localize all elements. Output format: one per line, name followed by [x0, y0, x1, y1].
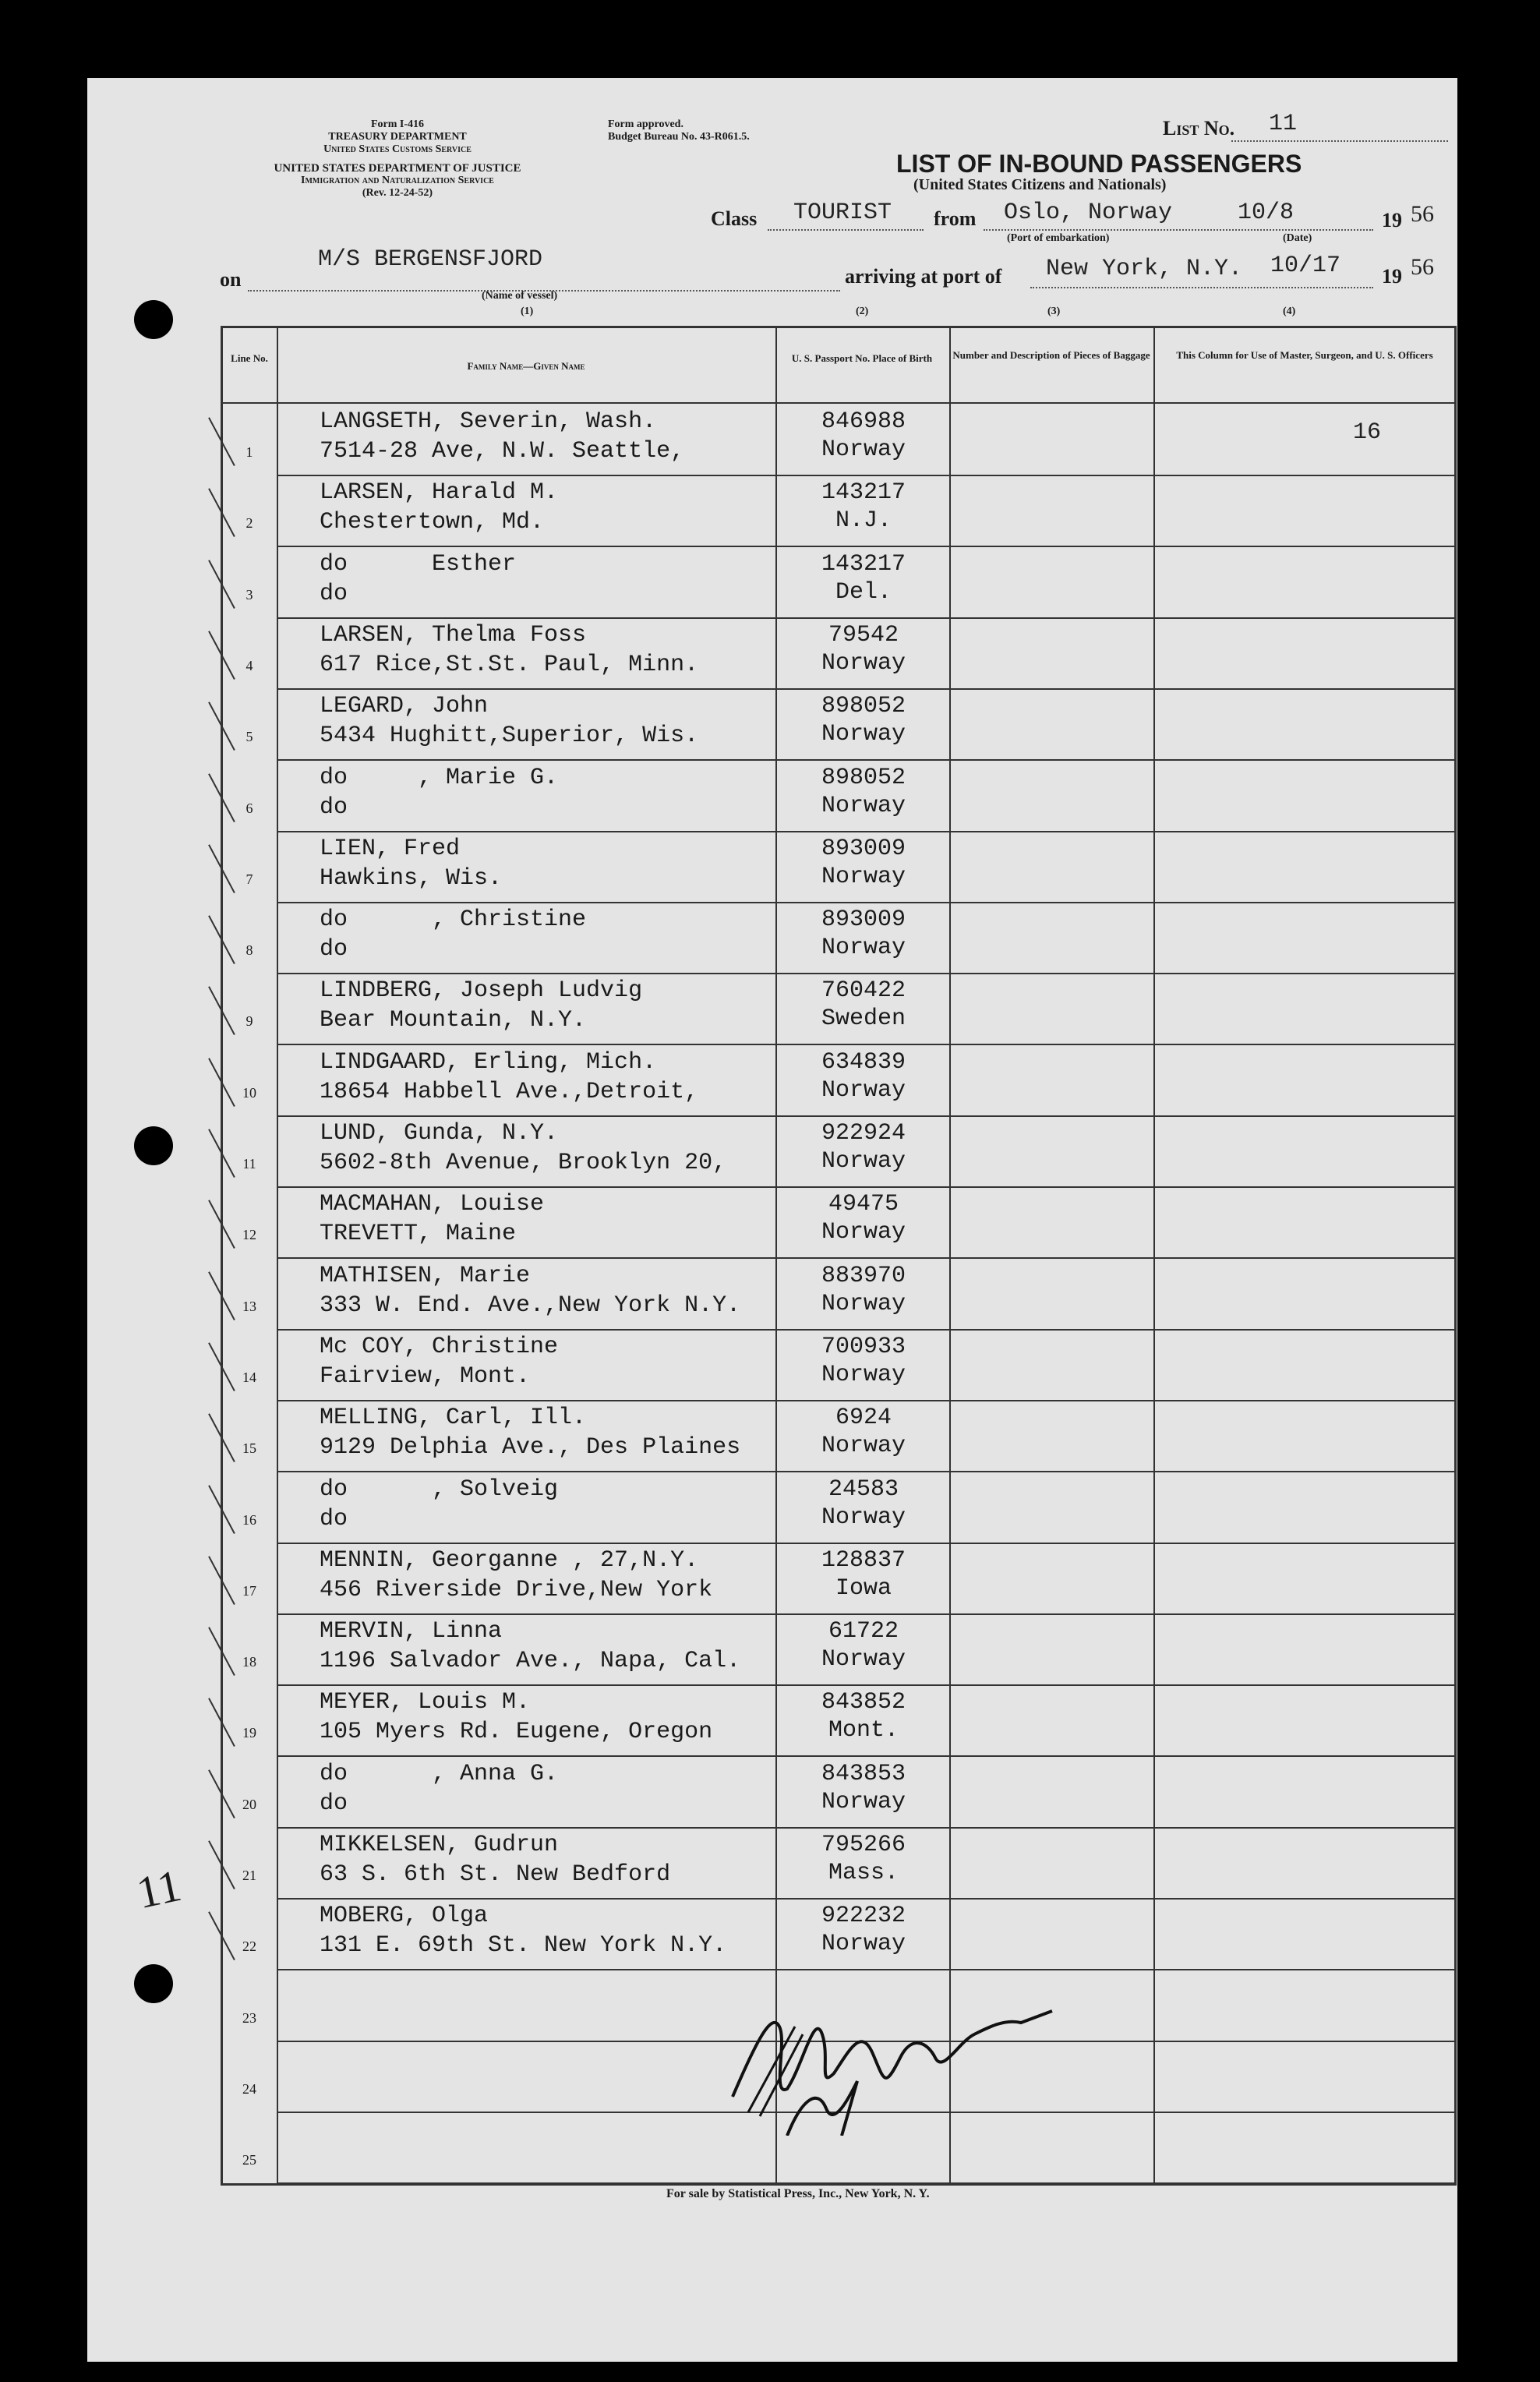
col-header-name: Family Name—Given Name: [467, 360, 585, 372]
passport-number: 893009: [821, 836, 906, 862]
passenger-address: 9129 Delphia Ave., Des Plaines: [320, 1434, 741, 1461]
line-number: 16: [242, 1512, 256, 1528]
row-divider: [277, 1186, 1456, 1188]
date-embarkation: 10/8: [1238, 200, 1295, 226]
passport-number: 61722: [828, 1618, 899, 1645]
passenger-address: do: [320, 1790, 348, 1817]
inspector-signature: [686, 1980, 1107, 2136]
punch-hole: [134, 1964, 173, 2003]
revision: (Rev. 12-24-52): [362, 187, 433, 199]
passenger-name: LEGARD, John: [320, 693, 489, 719]
passenger-address: 1196 Salvador Ave., Napa, Cal.: [320, 1648, 741, 1674]
passport-number: 49475: [828, 1191, 899, 1218]
place-of-birth: Iowa: [835, 1575, 892, 1602]
row-divider: [277, 1684, 1456, 1686]
passport-number: 760422: [821, 977, 906, 1004]
place-of-birth: N.J.: [835, 507, 892, 534]
row-divider: [277, 688, 1456, 690]
place-of-birth: Del.: [835, 579, 892, 606]
passenger-name: LINDBERG, Joseph Ludvig: [320, 977, 643, 1004]
punch-hole: [134, 1126, 173, 1165]
passenger-name: MATHISEN, Marie: [320, 1263, 531, 1289]
line-number: 23: [242, 2010, 256, 2026]
passenger-address: do: [320, 936, 348, 963]
class-value: TOURIST: [793, 200, 892, 226]
officer-mark: 16: [1353, 419, 1382, 446]
col-header-line: Line No.: [231, 352, 268, 364]
row-divider: [277, 759, 1456, 761]
passenger-address: TREVETT, Maine: [320, 1221, 517, 1247]
passenger-address: 456 Riverside Drive,New York: [320, 1577, 713, 1603]
line-number: 14: [242, 1369, 256, 1385]
passenger-address: 333 W. End. Ave.,New York N.Y.: [320, 1292, 741, 1319]
row-divider: [277, 1898, 1456, 1900]
line-number: 22: [242, 1938, 256, 1954]
col-header-baggage: Number and Description of Pieces of Baggage: [952, 349, 1150, 361]
passport-number: 128837: [821, 1547, 906, 1574]
passport-number: 634839: [821, 1049, 906, 1076]
place-of-birth: Mont.: [828, 1717, 899, 1744]
line-number: 21: [242, 1868, 256, 1883]
place-of-birth: Mass.: [828, 1860, 899, 1886]
line-number: 20: [242, 1797, 256, 1812]
place-of-birth: Norway: [821, 1362, 906, 1388]
passenger-name: MELLING, Carl, Ill.: [320, 1405, 587, 1431]
place-of-birth: Norway: [821, 650, 906, 677]
row-divider: [277, 1613, 1456, 1615]
vessel-caption: (Name of vessel): [482, 290, 558, 302]
year-arrival: 56: [1411, 254, 1434, 280]
place-of-birth: Sweden: [821, 1005, 906, 1032]
line-number: 24: [242, 2081, 256, 2097]
passenger-name: do , Marie G.: [320, 765, 559, 791]
passenger-address: do: [320, 581, 348, 607]
line-number: 12: [242, 1227, 256, 1242]
passenger-name: do , Solveig: [320, 1476, 559, 1503]
line-number: 8: [245, 942, 253, 958]
line-number: 5: [245, 729, 253, 744]
place-of-birth: Norway: [821, 864, 906, 890]
col-header-officers: This Column for Use of Master, Surgeon, and U. S. Officers: [1176, 349, 1433, 361]
row-divider: [277, 617, 1456, 619]
from-label: from: [934, 207, 977, 230]
passport-number: 143217: [821, 479, 906, 506]
row-divider: [277, 1827, 1456, 1829]
year-embarkation: 56: [1411, 201, 1434, 227]
passenger-name: LARSEN, Thelma Foss: [320, 622, 587, 649]
passenger-name: do , Anna G.: [320, 1761, 559, 1787]
passport-number: 898052: [821, 693, 906, 719]
year-prefix-arrival: 19: [1382, 265, 1402, 288]
vessel-name: M/S BERGENSFJORD: [318, 246, 543, 273]
line-number: 9: [245, 1013, 253, 1029]
passport-number: 922232: [821, 1903, 906, 1929]
passenger-address: 617 Rice,St.St. Paul, Minn.: [320, 652, 699, 678]
passport-number: 898052: [821, 765, 906, 791]
row-divider: [277, 1400, 1456, 1401]
place-of-birth: Norway: [821, 793, 906, 819]
margin-mark: 11: [132, 1859, 186, 1919]
passenger-address: Bear Mountain, N.Y.: [320, 1007, 587, 1034]
row-divider: [277, 475, 1456, 476]
passenger-address: 5602-8th Avenue, Brooklyn 20,: [320, 1150, 727, 1176]
passenger-name: LANGSETH, Severin, Wash.: [320, 408, 657, 435]
punch-hole: [134, 300, 173, 339]
place-of-birth: Norway: [821, 1789, 906, 1815]
passenger-name: Mc COY, Christine: [320, 1334, 559, 1360]
line-number: 7: [245, 871, 253, 887]
on-label: on: [220, 268, 242, 291]
place-of-birth: Norway: [821, 1291, 906, 1317]
passport-number: 24583: [828, 1476, 899, 1503]
line-number: 1: [245, 444, 253, 460]
line-number: 13: [242, 1299, 256, 1314]
row-divider: [277, 1257, 1456, 1259]
line-number: 6: [245, 800, 253, 816]
passenger-address: do: [320, 1506, 348, 1532]
line-number: 17: [242, 1583, 256, 1599]
passenger-name: MEYER, Louis M.: [320, 1689, 531, 1716]
class-label: Class: [711, 207, 758, 230]
printer-footer: For sale by Statistical Press, Inc., New York, N. Y.: [666, 2187, 930, 2200]
line-number: 15: [242, 1440, 256, 1456]
line-number: 19: [242, 1725, 256, 1741]
row-divider: [277, 902, 1456, 903]
row-divider: [277, 2182, 1456, 2184]
row-divider: [277, 546, 1456, 547]
line-number: 10: [242, 1085, 256, 1101]
passport-number: 700933: [821, 1334, 906, 1360]
ins-service: Immigration and Naturalization Service: [301, 175, 494, 186]
passport-number: 795266: [821, 1832, 906, 1858]
passenger-address: 5434 Hughitt,Superior, Wis.: [320, 723, 699, 749]
passenger-address: Fairview, Mont.: [320, 1363, 531, 1390]
passenger-name: MACMAHAN, Louise: [320, 1191, 545, 1218]
passenger-name: MIKKELSEN, Gudrun: [320, 1832, 559, 1858]
treasury-dept: TREASURY DEPARTMENT: [328, 131, 467, 143]
port-embark-caption: (Port of embarkation): [1007, 232, 1110, 244]
row-divider: [277, 1115, 1456, 1117]
passenger-name: do , Christine: [320, 907, 587, 933]
passenger-name: LARSEN, Harald M.: [320, 479, 559, 506]
col-index-3: (3): [1047, 306, 1061, 317]
passport-number: 893009: [821, 907, 906, 933]
passport-number: 846988: [821, 408, 906, 435]
place-of-birth: Norway: [821, 1931, 906, 1957]
passenger-address: 18654 Habbell Ave.,Detroit,: [320, 1079, 699, 1105]
passenger-address: Chestertown, Md.: [320, 509, 545, 535]
place-of-birth: Norway: [821, 935, 906, 961]
place-of-birth: Norway: [821, 1148, 906, 1175]
passenger-name: do Esther: [320, 551, 517, 578]
place-of-birth: Norway: [821, 436, 906, 463]
port-embarkation: Oslo, Norway: [1004, 200, 1173, 226]
port-arrival: New York, N.Y.: [1046, 256, 1243, 282]
date-caption: (Date): [1283, 232, 1312, 244]
row-divider: [277, 1329, 1456, 1331]
passenger-address: 7514-28 Ave, N.W. Seattle,: [320, 438, 685, 465]
arriving-label: arriving at port of: [845, 265, 1002, 288]
col-index-1: (1): [521, 306, 534, 317]
passenger-name: LINDGAARD, Erling, Mich.: [320, 1049, 657, 1076]
budget-bureau: Budget Bureau No. 43-R061.5.: [608, 131, 750, 143]
page-title: LIST OF IN-BOUND PASSENGERS: [896, 150, 1302, 178]
passenger-name: MOBERG, Olga: [320, 1903, 489, 1929]
row-divider: [277, 973, 1456, 974]
col-index-2: (2): [856, 306, 869, 317]
row-divider: [277, 1969, 1456, 1970]
place-of-birth: Norway: [821, 1504, 906, 1531]
passport-number: 143217: [821, 551, 906, 578]
line-number: 11: [242, 1156, 256, 1172]
row-divider: [277, 1543, 1456, 1544]
passenger-name: LUND, Gunda, N.Y.: [320, 1120, 559, 1147]
page-subtitle: (United States Citizens and Nationals): [913, 176, 1167, 193]
line-number: 4: [245, 658, 253, 673]
passport-number: 883970: [821, 1263, 906, 1289]
row-divider: [277, 1044, 1456, 1045]
place-of-birth: Norway: [821, 1646, 906, 1673]
form-approved: Form approved.: [608, 118, 683, 130]
year-prefix: 19: [1382, 209, 1402, 231]
passenger-address: 131 E. 69th St. New York N.Y.: [320, 1932, 727, 1959]
col-index-4: (4): [1283, 306, 1296, 317]
list-no-value: 11: [1269, 111, 1298, 137]
row-divider: [277, 831, 1456, 832]
passenger-name: MENNIN, Georganne , 27,N.Y.: [320, 1547, 699, 1574]
row-divider: [277, 1471, 1456, 1472]
place-of-birth: Norway: [821, 721, 906, 747]
form-number: Form I-416: [370, 118, 425, 130]
passport-number: 922924: [821, 1120, 906, 1147]
line-number: 3: [245, 587, 253, 603]
passenger-address: 63 S. 6th St. New Bedford: [320, 1861, 671, 1888]
passenger-address: do: [320, 794, 348, 821]
passport-number: 79542: [828, 622, 899, 649]
place-of-birth: Norway: [821, 1433, 906, 1459]
justice-dept: UNITED STATES DEPARTMENT OF JUSTICE: [274, 162, 521, 175]
row-divider: [277, 1755, 1456, 1757]
line-number: 18: [242, 1654, 256, 1670]
customs-service: United States Customs Service: [323, 143, 472, 155]
line-number: 2: [245, 515, 253, 531]
place-of-birth: Norway: [821, 1219, 906, 1246]
passenger-name: MERVIN, Linna: [320, 1618, 503, 1645]
list-no-label: List No.: [1163, 117, 1235, 140]
line-number: 25: [242, 2152, 256, 2168]
date-arrival: 10/17: [1270, 253, 1341, 279]
passenger-name: LIEN, Fred: [320, 836, 461, 862]
passenger-address: Hawkins, Wis.: [320, 865, 503, 892]
col-header-passport: U. S. Passport No. Place of Birth: [791, 352, 933, 364]
passenger-address: 105 Myers Rd. Eugene, Oregon: [320, 1719, 713, 1745]
passport-number: 6924: [835, 1405, 892, 1431]
passport-number: 843853: [821, 1761, 906, 1787]
passport-number: 843852: [821, 1689, 906, 1716]
place-of-birth: Norway: [821, 1077, 906, 1104]
